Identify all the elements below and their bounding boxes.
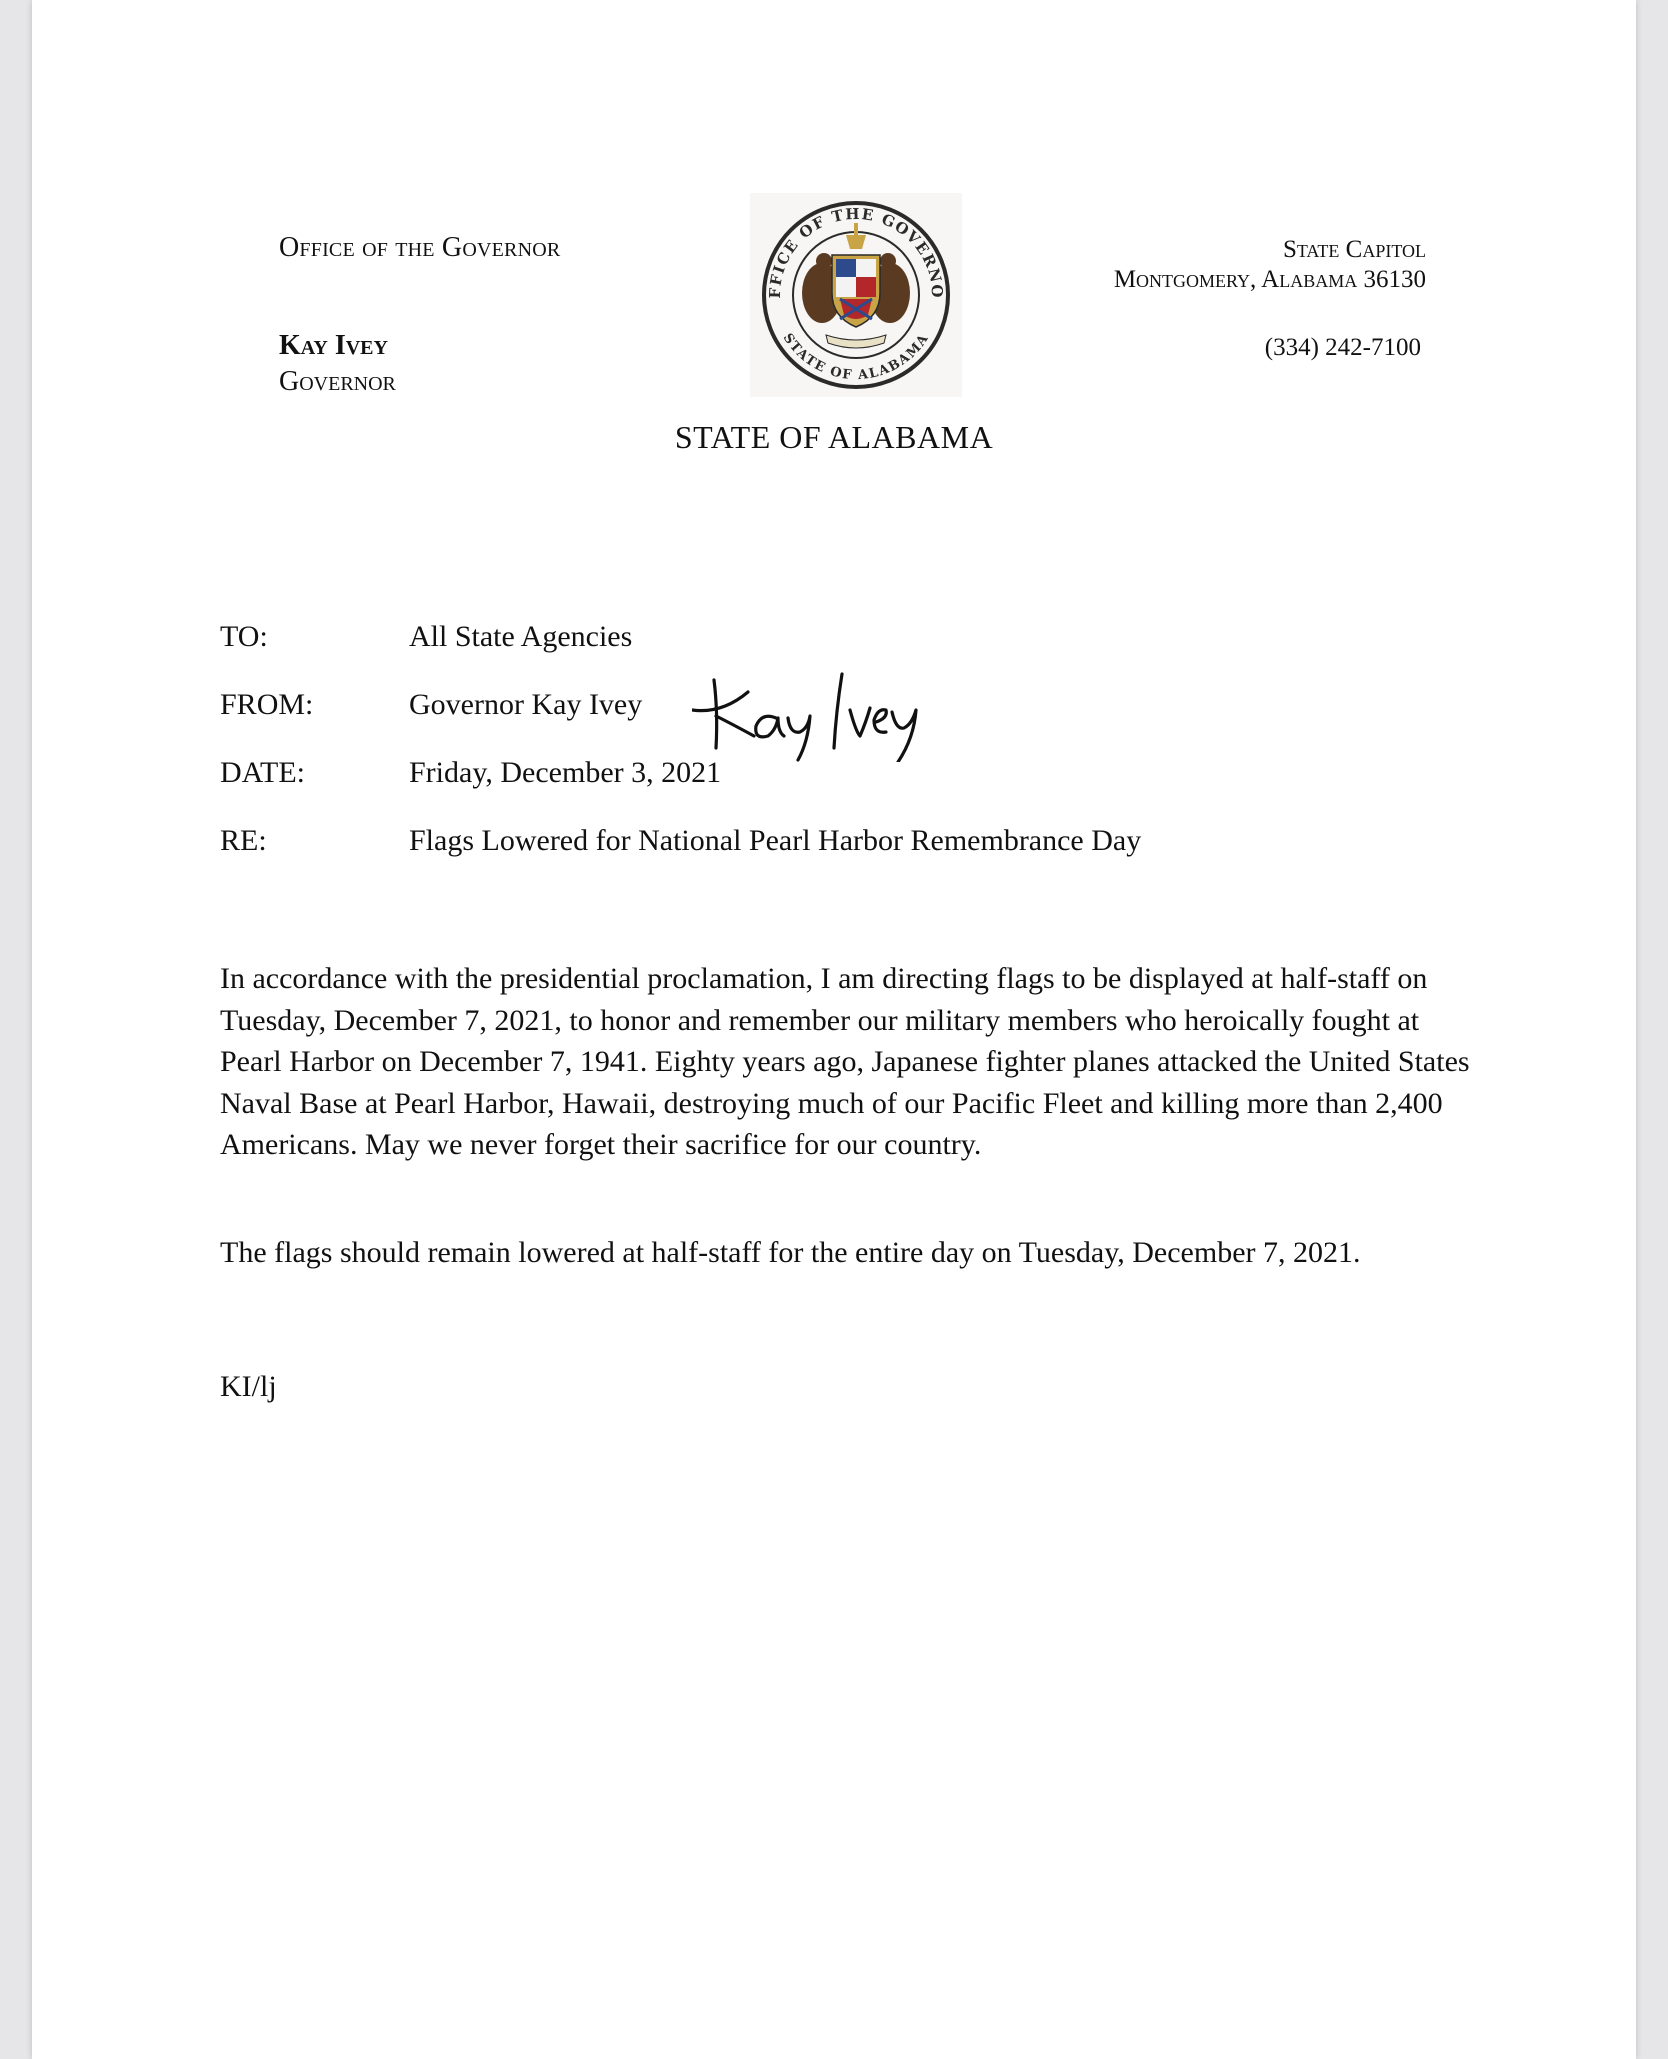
memo-from-value: Governor Kay Ivey [409, 688, 643, 721]
memo-to-label: TO: [220, 620, 268, 653]
phone-number: (334) 242-7100 [1264, 334, 1421, 361]
typist-initials: KI/lj [220, 1370, 277, 1403]
memo-re-value: Flags Lowered for National Pearl Harbor Remembrance Day [409, 824, 1142, 857]
governor-name: Kay Ivey [279, 330, 388, 361]
memo-from-label: FROM: [220, 688, 314, 721]
seal-text-bottom: STATE OF ALABAMA [779, 330, 933, 384]
body-paragraph-2: The flags should remain lowered at half-staff for the entire day on Tuesday, December 7, 2021. [220, 1236, 1361, 1269]
office-heading: Office of the Governor [279, 232, 561, 263]
memo-date-label: DATE: [220, 756, 305, 789]
seal-text-top: FFICE OF THE GOVERNO [765, 204, 947, 300]
memo-date-value: Friday, December 3, 2021 [409, 756, 722, 789]
memo-to-value: All State Agencies [409, 620, 633, 653]
address-line-2: Montgomery, Alabama 36130 [1113, 266, 1426, 293]
governor-title: Governor [279, 366, 396, 397]
handwritten-signature [692, 652, 952, 762]
document-page [32, 0, 1636, 2059]
address-line-1: State Capitol [1282, 236, 1426, 263]
memo-re-label: RE: [220, 824, 267, 857]
state-title: STATE OF ALABAMA [674, 419, 994, 455]
governor-seal [750, 193, 962, 397]
body-paragraph-1: In accordance with the presidential proclamation, I am directing flags to be displayed at half-staff on Tuesday, December 7, 2021, to honor and remember our military members who heroically fought at Pearl Harbor on December 7, 1941. Eighty years ago, Japanese fighter planes attacked the United States Naval Base at Pearl Harbor, Hawaii, destroying much of our Pacific Fleet and killing more than 2,400 Americans. May we never forget their sacrifice for our country. [220, 962, 1470, 1161]
seal-graphic [750, 193, 962, 397]
